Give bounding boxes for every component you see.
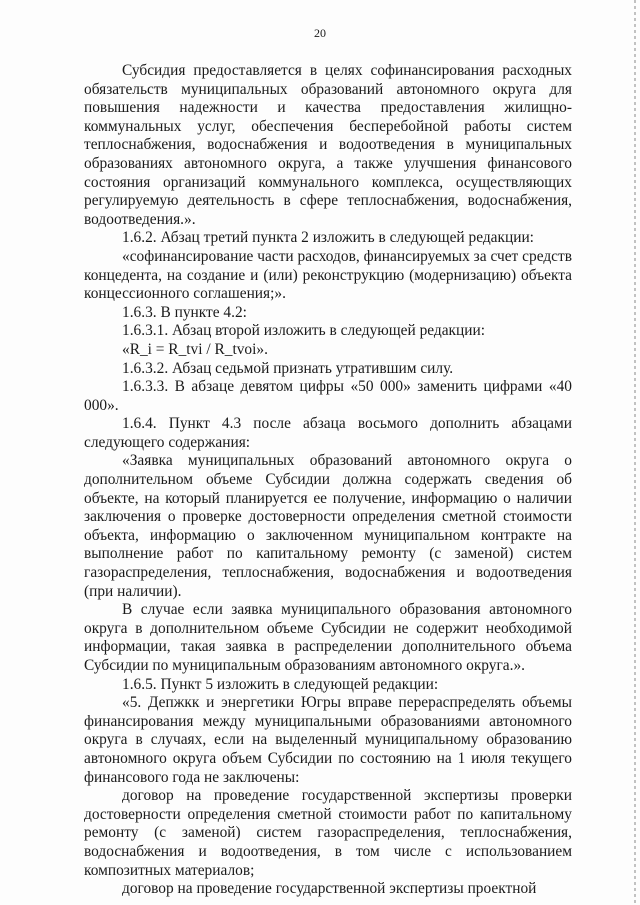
paragraph-4: 1.6.3. В пункте 4.2: bbox=[122, 303, 247, 321]
paragraph-10: «Заявка муниципальных образований автономного округа о дополнительном объеме Субсидии должна содержать сведения об объекте, на который планируется ее получение, информацию о наличии заключения о проверке достоверности определения сметной стоимости объекта, информацию о заключенном муниципальном контракте на выполнение работ по капитальному ремонту (с заменой) систем газораспределения, теплоснабжения, водоснабжения и водоотведения (при наличии). bbox=[84, 452, 572, 600]
paragraph-5: 1.6.3.1. Абзац второй изложить в следующей редакции: bbox=[122, 322, 486, 340]
body-text bbox=[84, 62, 572, 899]
paragraph-15: договор на проведение государственной экспертизы проектной bbox=[122, 880, 537, 898]
paragraph-7: 1.6.3.2. Абзац седьмой признать утратившим силу. bbox=[122, 359, 454, 377]
paragraph-11: В случае если заявка муниципального образования автономного округа в дополнительном объеме Субсидии не содержит необходимой информации, такая заявка в распределении дополнительного объема Субсидии по муниципальным образованиям автономного округа.». bbox=[84, 601, 572, 674]
paragraph-1: Субсидия предоставляется в целях софинансирования расходных обязательств муниципальных образований автономного округа для повышения надежности и качества предоставления жилищно-коммунальных услуг, обеспечения бесперебойной работы систем теплоснабжения, водоснабжения и водоотведения в муниципальных образованиях автономного округа, а также улучшения финансового состояния организаций коммунального комплекса, осуществляющих регулируемую деятельность в сфере теплоснабжения, водоснабжения, водоотведения.». bbox=[84, 62, 572, 228]
paragraph-3: «софинансирование части расходов, финансируемых за счет средств концедента, на создание и (или) реконструкцию (модернизацию) объекта концессионного соглашения;». bbox=[84, 247, 572, 303]
scan-edge bbox=[634, 0, 636, 905]
paragraph-8: 1.6.3.3. В абзаце девятом цифры «50 000» заменить цифрами «40 000». bbox=[84, 378, 572, 414]
paragraph-12: 1.6.5. Пункт 5 изложить в следующей редакции: bbox=[122, 675, 439, 693]
paragraph-13: «5. Депжкк и энергетики Югры вправе перераспределять объемы финансирования между муниципальными образованиями автономного округа в случаях, если на выделенный муниципальному образованию автономного округа объем Субсидии по состоянию на 1 июля текущего финансового года не заключены: bbox=[84, 694, 572, 786]
paragraph-14: договор на проведение государственной экспертизы проверки достоверности определения сметной стоимости работ по капитальному ремонту (с заменой) систем газораспределения, теплоснабжения, водоснабжения и водоотведения, в том числе с использованием композитных материалов; bbox=[84, 787, 572, 879]
paragraph-9: 1.6.4. Пункт 4.3 после абзаца восьмого дополнить абзацами следующего содержания: bbox=[84, 415, 572, 451]
paragraph-6: «R_i = R_tvi / R_tvoi». bbox=[122, 340, 268, 358]
page-number: 20 bbox=[314, 26, 326, 40]
paragraph-2: 1.6.2. Абзац третий пункта 2 изложить в следующей редакции: bbox=[122, 229, 534, 247]
